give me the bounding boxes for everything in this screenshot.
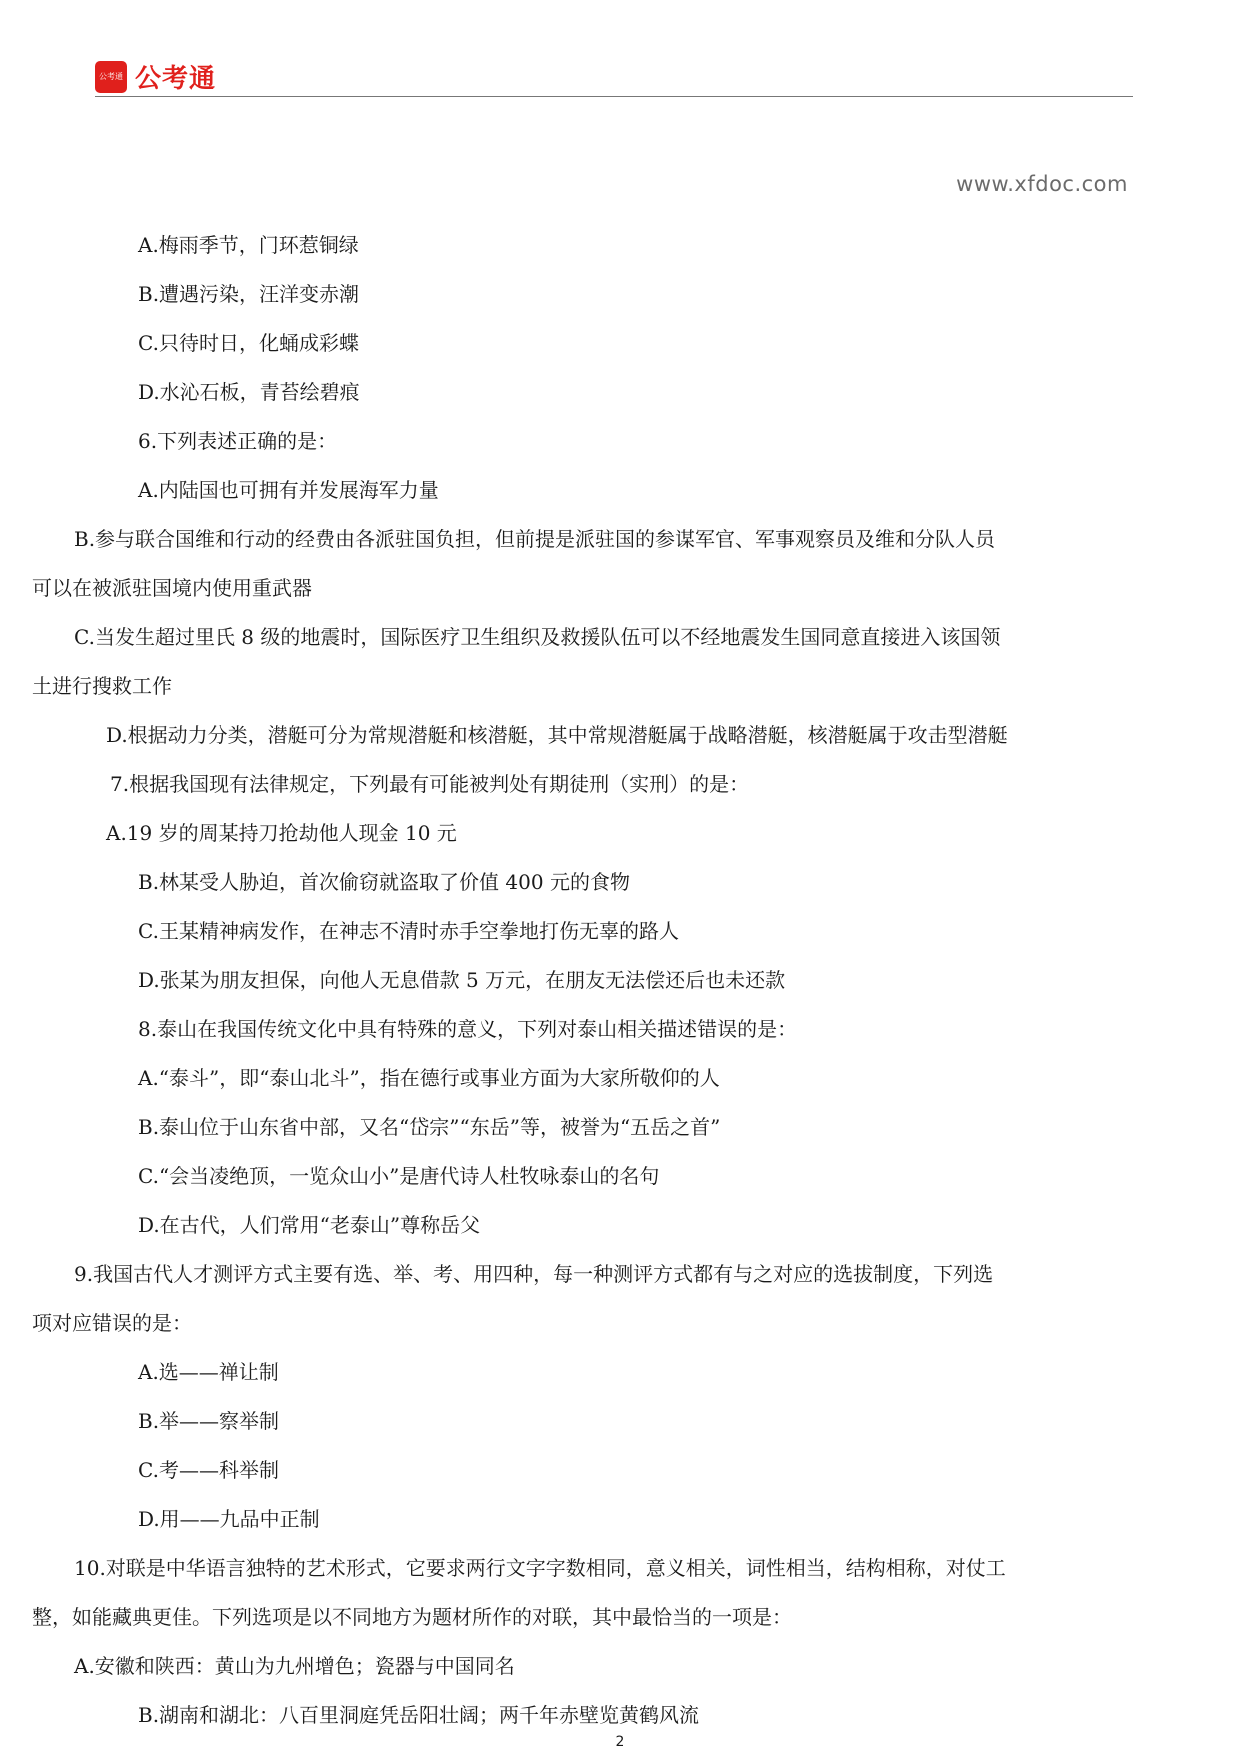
text-line: C.当发生超过里氏 8 级的地震时，国际医疗卫生组织及救援队伍可以不经地震发生国同意直接进入该国领: [74, 625, 1001, 649]
text-line: A.选——禅让制: [138, 1360, 279, 1384]
question-9: 9.我国古代人才测评方式主要有选、举、考、用四种，每一种测评方式都有与之对应的选拔制度，下列选: [74, 1262, 994, 1286]
text-line: 可以在被派驻国境内使用重武器: [32, 576, 312, 600]
text-line: C.考——科举制: [138, 1458, 279, 1482]
text-line: A.内陆国也可拥有并发展海军力量: [138, 478, 439, 502]
text-line: D.根据动力分类，潜艇可分为常规潜艇和核潜艇，其中常规潜艇属于战略潜艇，核潜艇属于攻击型潜艇: [106, 723, 1008, 747]
text-line: B.泰山位于山东省中部，又名“岱宗”“东岳”等，被誉为“五岳之首”: [138, 1115, 721, 1139]
text-line: B.林某受人胁迫，首次偷窃就盗取了价值 400 元的食物: [138, 870, 630, 894]
question-7: 7.根据我国现有法律规定，下列最有可能被判处有期徒刑（实刑）的是：: [110, 772, 750, 796]
text-line: A.梅雨季节，门环惹铜绿: [138, 233, 359, 257]
question-10: 10.对联是中华语言独特的艺术形式，它要求两行文字字数相同，意义相关，词性相当，结构相称，对仗工: [74, 1556, 1006, 1580]
text-line: B.遭遇污染，汪洋变赤潮: [138, 282, 360, 306]
text-line: 项对应错误的是：: [32, 1311, 192, 1335]
text-line: 土进行搜救工作: [32, 674, 172, 698]
logo-text: 公考通: [135, 64, 217, 94]
text-line: C.只待时日，化蛹成彩蝶: [138, 331, 359, 355]
text-line: C.“会当凌绝顶，一览众山小”是唐代诗人杜牧咏泰山的名句: [138, 1164, 660, 1188]
text-line: B.参与联合国维和行动的经费由各派驻国负担，但前提是派驻国的参谋军官、军事观察员及维和分队人员: [74, 527, 996, 551]
question-6: 6.下列表述正确的是：: [138, 429, 338, 453]
header-divider: [95, 96, 1133, 97]
text-line: A.19 岁的周某持刀抢劫他人现金 10 元: [106, 821, 457, 845]
text-line: 整，如能藏典更佳。下列选项是以不同地方为题材所作的对联，其中最恰当的一项是：: [32, 1605, 792, 1629]
question-8: 8.泰山在我国传统文化中具有特殊的意义，下列对泰山相关描述错误的是：: [138, 1017, 798, 1041]
text-line: D.在古代，人们常用“老泰山”尊称岳父: [138, 1213, 481, 1237]
text-line: A.“泰斗”，即“泰山北斗”，指在德行或事业方面为大家所敬仰的人: [138, 1066, 720, 1090]
text-line: D.用——九品中正制: [138, 1507, 320, 1531]
text-line: A.安徽和陕西：黄山为九州增色；瓷器与中国同名: [74, 1654, 515, 1678]
text-line: D.水沁石板，青苔绘碧痕: [138, 380, 360, 404]
page-number: 2: [615, 1734, 625, 1750]
header: [95, 58, 216, 95]
logo-badge: 公考通: [95, 61, 127, 93]
text-line: C.王某精神病发作，在神志不清时赤手空拳地打伤无辜的路人: [138, 919, 679, 943]
text-line: B.举——察举制: [138, 1409, 280, 1433]
text-line: D.张某为朋友担保，向他人无息借款 5 万元，在朋友无法偿还后也未还款: [138, 968, 786, 992]
website-url: www.xfdoc.com: [956, 172, 1128, 196]
text-line: B.湖南和湖北：八百里洞庭凭岳阳壮阔；两千年赤壁览黄鹤风流: [138, 1703, 700, 1727]
